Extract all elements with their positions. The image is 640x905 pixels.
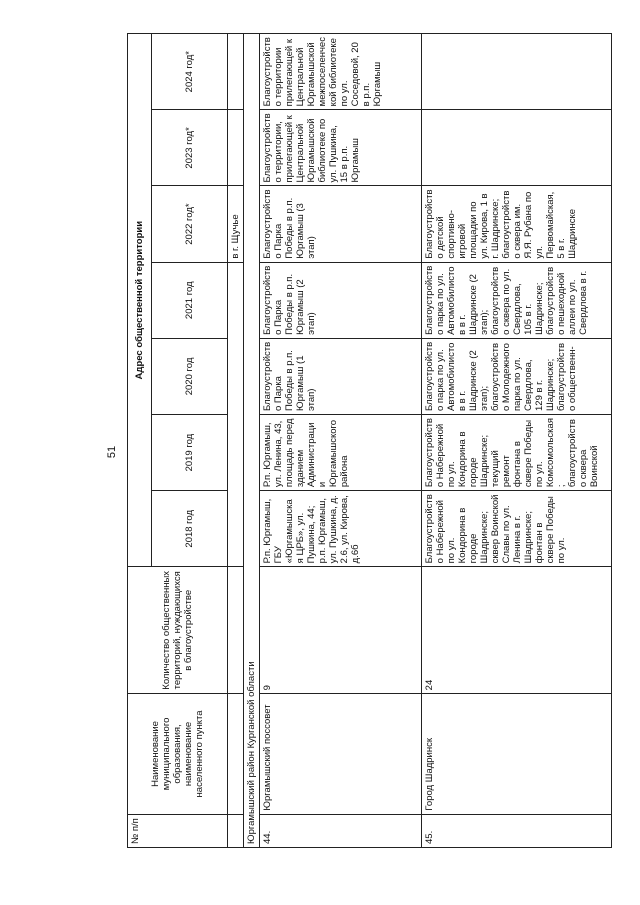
cell-2019: Р.п. Юргамыш, ул. Ленина, 43, площадь перед зданием Администрации Юргамышского района [260,415,422,491]
rotated-table-container [127,33,609,848]
cell-2021: Благоустройство Парка Победы в р.п. Юргамыш (2 этап) [260,262,422,338]
cell-2022: Благоустройство детской спортивно-игровой площадки по ул. Кирова, 1 в г. Шадринске; благоустройство сквера им. Я.Я. Рубана по ул. Первомайская, 5 в г. Шадринске [422,186,612,262]
cell-2019: Благоустройство Набережной по ул. Кондорина в городе Шадринске; текущий ремонт фонтана в сквере Победы по ул. Комсомольская; благоустройство сквера Воинской [422,415,612,491]
header-year-2023: 2023 год* [152,110,228,186]
row-number: 45. [422,814,612,847]
section-shchuchye: в г. Щучье [228,186,244,262]
header-address: Адрес общественной территории [128,34,152,567]
table-row [260,34,422,848]
public-territories-table [127,33,612,848]
cell-2020: Благоустройство Парка Победы в р.п. Юргамыш (1 этап) [260,338,422,414]
header-year-2024: 2024 год* [152,34,228,110]
header-count: Количество общественных территорий, нуждающихся в благоустройстве [128,567,228,694]
row-count: 24 [422,567,612,694]
header-year-2022: 2022 год* [152,186,228,262]
cell-2024 [422,34,612,110]
cell-2021: Благоустройство парка по ул. Автомобилистов в г. Шадринске (2 этап); благоустройство сквера по ул. Свердлова, 105 в г. Шадринске; благоустройство пешеходной аллеи по ул. Свердлова в г. [422,262,612,338]
cell-2020: Благоустройство парка по ул. Автомобилистов в г. Шадринске (2 этап); благоустройство Молодежного парка по ул. Свердлова, 129 в г. Шадринске; благоустройство общественн- [422,338,612,414]
header-year-2018: 2018 год [152,491,228,567]
header-year-2021: 2021 год [152,262,228,338]
cell-2024: Благоустройство территории прилегающей к Центральной Юргамышской межпоселенческой библиотеке по ул. Соседовой, 20 в р.п. Юргамыш [260,34,422,110]
section-region: Юргамышский район Курганской области [244,34,260,848]
cell-2018: Р.п. Юргамыш, ГБУ «Юргамышская ЦРБ», ул. Пушкина, 44; р.п. Юргамыш, ул. Пушкина, д. 2.6, ул. Кирова, д.6б [260,491,422,567]
cell-2023: Благоустройство территории, прилегающей к Центральной Юргамышской библиотеке по ул. Пушкина, 15 в р.п. Юргамыш [260,110,422,186]
row-number: 44. [260,814,422,847]
page-number: 51 [106,445,118,459]
table-row [422,34,612,848]
header-year-2020: 2020 год [152,338,228,414]
cell-2023 [422,110,612,186]
header-num: № п/п [128,814,228,847]
row-name: Город Шадринск [422,694,612,814]
row-count: 9 [260,567,422,694]
cell-2022: Благоустройство Парка Победы в р.п. Юргамыш (3 этап) [260,186,422,262]
cell-2018: Благоустройство Набережной по ул. Кондорина в городе Шадринске; сквер Воинской Славы по ул. Ленина в г. Шадринске; фонтан в сквере Победы по ул. [422,491,612,567]
header-year-2019: 2019 год [152,415,228,491]
header-name: Наименование муниципального образования, наименование населенного пункта [128,694,228,814]
row-name: Юргамышский поссовет [260,694,422,814]
